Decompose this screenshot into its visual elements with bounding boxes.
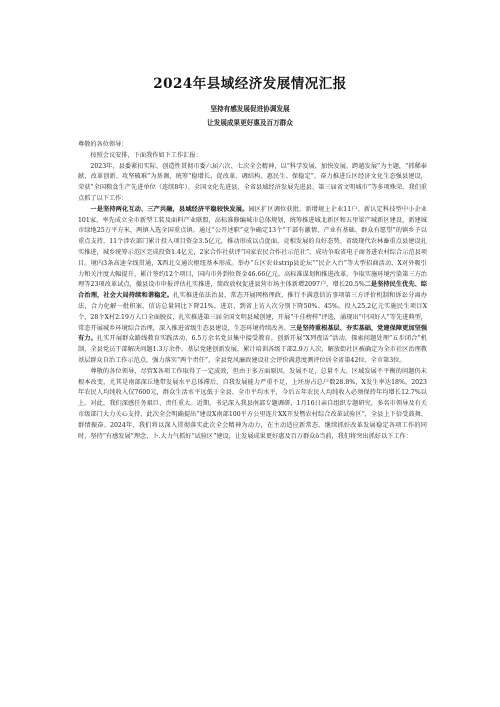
intro-paragraph: 按照会议安排，下面我作如下工作汇报： bbox=[90, 151, 202, 159]
document-body bbox=[78, 140, 427, 442]
subtitle-line-2: 让发展成果更好惠及百万群众 bbox=[207, 119, 293, 127]
subtitle-line-1: 坚持有感发展促进协调发展 bbox=[210, 105, 290, 113]
paragraph-economy-text: 园区扩区调位获批，新增规上企业11户、新认定科技型中小企业101家，率先成立全市新型工装及面料产业联盟，高标准修编城市总体规划，统筹推进城北新区和五里梁产城新区建设，新建城市绿地25万平方米，两镇入选全国重点镇。通过“公开述职”竞争确定13个“干部有激情、产业有基础、群众有愿望”的镇乡予以重点支持，11个涉农部门累计投入项目资金3.5亿元，推动形成以点促面、竞相发展的良好态势。省级现代农林畜重点县建设扎实推进，城乡统筹示范区完成投资1.4亿元，2家合作社获评“国家农民合作社示范社”，成功争取省电子商务进农村综合示范县项目。境内3条高速全线贯通，X西北交通次枢纽基本形成。举办“丘区农业strip县论坛”“民企入台”等大型招商活动，X对外吸引力和关注度大幅提升，累计签约12个项目，国内市外到位资金46.66亿元。高标准谋划和推进改革，争取实施环境污染第三方治理等23项改革试点，撤县设市申报评估扎实推进，简政放权促进县营市场主体新增2097户、增长20.5% bbox=[78, 205, 427, 289]
paragraph-livelihood-heading: 二是坚持民生优先、综合治理，社会大局持续和谐稳定。 bbox=[78, 281, 427, 300]
paragraph-livelihood-text: 扎实推进依法治县，常态开展网格理政，推行不满意信访事项第三方评价机制和诉讼分离办法，合力化解一批积案，信访总量同比下降21%。进京、到省上访人次分别下降50%、45%。投入25.2亿元实施民生项目X个，28个X村2.19万人口全面脱贫，扎实推进第三届全国文明县城创建，开展“千佳榜样”评选，涌现出“中国好人”等先进典型，常态开展城乡环境综合治理，深入推进省级生态县建设，生态环境持续改善。 bbox=[78, 292, 428, 332]
paragraph-economy bbox=[78, 205, 427, 367]
paragraph-2023-summary: 2023年，县委紧扣实际，创造性贯彻市委六届六次、七次全会精神，以“科学发展、加快发展、跨越发展”为主题，“抓稀奉献、改革创新、攻坚破难”为基调，统筹“稳增长、促改革、调结构、惠民生、保稳定”，奋力推进丘区经济文化生态强县建设，荣获“全国粮食生产先进单位（连续8年）、全国文化先进县、全省县域经济发展先进县、第三届省文明城市”等多项殊荣。我们重点抓了以下工作： bbox=[78, 162, 427, 202]
paragraph-party-text: 扎实开展群众路线教育实践活动，6.5万余名党员集中接受教育，创新开展“X列夜话”活动，探索问题处理“五步闭合”机制，全县党员干部解决问题1.3万余件。基层党建创新发展，累计培训各级干部2.9万人次，解放街社区被确定为全市社区治理教基层群众自治工作示范点，强力落实“两个责任”，全县党风廉政建设社会评价满意度测评位居全省第42位、全市第3位。 bbox=[78, 335, 427, 364]
paragraph-challenges: 尊敬的各位领导，尽管X各项工作取得了一定成效，但由于多方面原因，发展不足，总量不大、区域发展不平衡的问题仍未根本改变，尤其是南部深丘地带发展水平总体滞后，自我发展能力严重不足，上坯房占总户数28.8%，X发生率达18%，2023年农民人均纯收入仅7600元，群众生活水平远低于全县、全市平均水平，今后五年农民人均纯收入必须保持年均增长12.7%以上。对此，我们深感任务艰巨、责任重大。近期，书记深入我县南部专题调研，1月16日亲自组织专题研究，多名市领导及有关市级部门大力关心支持，此次全会明确提出“建设X南部100平方公里连片XX开发暨农村综合改革试验区”，全县上下倍受鼓舞、群情振奋。2024年，我们将以深入贯彻落实此次全会精神为动力，在主动适应新常态、继续抓好改革发展稳定各项工作的同时，坚持“有感发展”理念，卜.大力气抓好“试验区”建设，让发展成果更好惠及百万群众ö当前，我们将突出抓好以下工作： bbox=[78, 367, 427, 440]
paragraph-party-heading: 三是坚持重根基层、夯实基础，党建保障更加坚强有力。 bbox=[78, 324, 428, 343]
paragraph-economy-heading: 一是坚持两化互动、三产共融，县域经济平稳较快发展。 bbox=[90, 205, 249, 213]
document-title: 2024年县域经济发展情况汇报 bbox=[153, 76, 347, 92]
salutation: 尊敬的各位领导： bbox=[78, 141, 128, 148]
